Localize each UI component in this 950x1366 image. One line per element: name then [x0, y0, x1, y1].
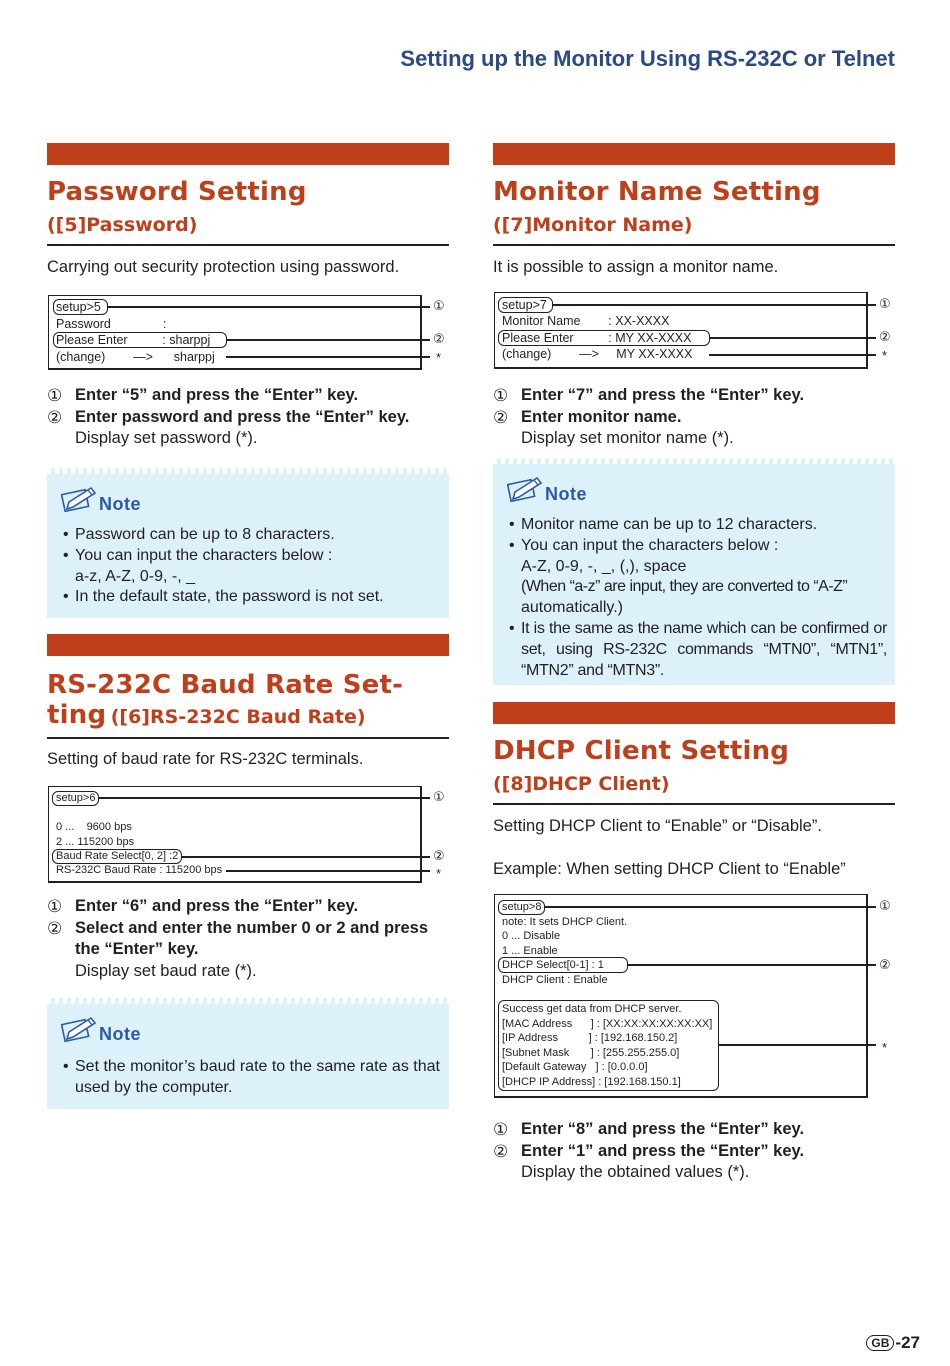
note-label: Note — [99, 1024, 141, 1044]
section-bar — [47, 143, 449, 165]
section-bar — [493, 143, 895, 165]
terminal-prompt: setup>8 — [502, 901, 542, 913]
terminal-line: Please Enter : sharppj — [56, 333, 211, 347]
terminal-line: Monitor Name : XX-XXXX — [502, 314, 670, 328]
step-item: ① Enter “7” and press the “Enter” key. — [493, 386, 805, 405]
terminal-line: [IP Address ] : [192.168.150.2] — [502, 1032, 678, 1044]
section-rule — [493, 803, 895, 805]
password-steps — [47, 385, 452, 450]
terminal-line: 0 ... 9600 bps — [56, 821, 132, 833]
section-bar — [493, 702, 895, 724]
region-badge: GB — [866, 1335, 894, 1351]
terminal-line: 1 ... Enable — [502, 945, 558, 957]
highlight-ring — [52, 849, 182, 864]
note-item: • You can input the characters below : A-Z, 0-9, -, _, (,), space (When “a-z” are input, they are converted to “A-Z” automatically.) — [509, 536, 887, 619]
callout-leader — [627, 964, 876, 966]
terminal-line: [Subnet Mask ] : [255.255.255.0] — [502, 1047, 680, 1059]
terminal-prompt: setup>7 — [502, 298, 547, 312]
baud-desc: Setting of baud rate for RS-232C terminals. — [47, 750, 364, 768]
callout-1: ① — [879, 296, 891, 311]
pencil-note-icon — [61, 1014, 97, 1044]
terminal-line: (change) —> MY XX-XXXX — [502, 347, 693, 361]
callout-1: ① — [433, 298, 445, 313]
terminal-prompt: setup>6 — [56, 792, 96, 804]
note-list — [63, 1057, 443, 1099]
callout-leader — [226, 339, 430, 341]
step-item: ① Enter “8” and press the “Enter” key. — [493, 1120, 805, 1139]
callout-leader — [544, 906, 876, 908]
section-rule — [47, 737, 449, 739]
callout-leader — [107, 306, 430, 308]
password-note — [47, 468, 449, 618]
callout-leader — [98, 797, 430, 799]
dhcp-steps — [493, 1119, 898, 1184]
callout-leader — [709, 354, 876, 356]
callout-1: ① — [433, 789, 445, 804]
step-item: ② Select and enter the number 0 or 2 and press the “Enter” key. — [47, 918, 429, 958]
callout-2: ② — [433, 848, 445, 863]
highlight-ring — [498, 900, 545, 915]
highlight-ring — [498, 957, 628, 973]
note-item: • Monitor name can be up to 12 characters. — [509, 515, 887, 536]
password-title: Password Setting — [47, 177, 307, 207]
step-item: ② Enter “1” and press the “Enter” key. — [493, 1141, 805, 1161]
terminal-line: Please Enter : MY XX-XXXX — [502, 331, 692, 345]
terminal-line: DHCP Select[0-1] : 1 — [502, 959, 604, 971]
highlight-ring — [498, 330, 710, 346]
terminal-prompt: setup>5 — [56, 300, 101, 314]
baud-terminal — [48, 786, 422, 883]
step-item: ① Enter “5” and press the “Enter” key. — [47, 386, 359, 405]
section-rule — [47, 244, 449, 246]
pencil-note-icon — [61, 484, 97, 514]
terminal-line: RS-232C Baud Rate : 115200 bps — [56, 864, 223, 876]
baud-note — [47, 998, 449, 1109]
monitor-name-title: Monitor Name Setting — [493, 177, 821, 207]
highlight-ring — [498, 1000, 719, 1091]
terminal-line: 0 ... Disable — [502, 930, 561, 942]
terminal-line: note: It sets DHCP Client. — [502, 916, 628, 928]
callout-star: * — [436, 866, 442, 881]
note-item: • In the default state, the password is not set. — [63, 587, 443, 608]
step-item: ② Enter password and press the “Enter” key. — [47, 407, 410, 427]
callout-star: * — [436, 350, 442, 365]
callout-star: * — [882, 348, 888, 363]
page-number: GB -27 — [866, 1333, 920, 1353]
terminal-line: Password : — [56, 317, 167, 331]
callout-star: * — [882, 1040, 888, 1055]
callout-1: ① — [879, 898, 891, 913]
section-rule — [493, 244, 895, 246]
step-note: Display set password (*). — [75, 429, 258, 447]
terminal-line: Baud Rate Select[0, 2] :2 — [56, 850, 179, 862]
note-list — [509, 515, 887, 681]
monitor-name-desc: It is possible to assign a monitor name. — [493, 258, 779, 276]
step-note: Display the obtained values (*). — [521, 1163, 750, 1181]
dhcp-example: Example: When setting DHCP Client to “Enable” — [493, 860, 846, 878]
terminal-line: Success get data from DHCP server. — [502, 1003, 682, 1015]
terminal-line: (change) —> sharppj — [56, 350, 215, 364]
password-desc: Carrying out security protection using password. — [47, 258, 400, 276]
monitor-name-note — [493, 458, 895, 685]
dhcp-desc: Setting DHCP Client to “Enable” or “Disable”. — [493, 817, 822, 835]
terminal-line: 2 ... 115200 bps — [56, 836, 135, 848]
section-bar — [47, 634, 449, 656]
baud-title-line2: ting ([6]RS-232C Baud Rate) — [47, 700, 366, 730]
highlight-ring — [53, 299, 108, 315]
callout-leader — [552, 304, 876, 306]
callout-2: ② — [433, 331, 445, 346]
monitor-name-steps — [493, 385, 898, 450]
dhcp-subtitle: ([8]DHCP Client) — [493, 773, 670, 795]
terminal-line: DHCP Client : Enable — [502, 974, 608, 986]
note-item: • You can input the characters below : a-z, A-Z, 0-9, -, _ — [63, 546, 443, 588]
terminal-line: [DHCP IP Address] : [192.168.150.1] — [502, 1076, 681, 1088]
terminal-line: [Default Gateway ] : [0.0.0.0] — [502, 1061, 648, 1073]
callout-leader — [709, 337, 876, 339]
monitor-name-subtitle: ([7]Monitor Name) — [493, 214, 693, 236]
highlight-ring — [498, 297, 553, 313]
step-note: Display set monitor name (*). — [521, 429, 734, 447]
pencil-note-icon — [507, 474, 543, 504]
note-item: • Password can be up to 8 characters. — [63, 525, 443, 546]
baud-steps — [47, 896, 452, 982]
step-item: ① Enter “6” and press the “Enter” key. — [47, 897, 359, 916]
note-item: • Set the monitor’s baud rate to the same rate as that used by the computer. — [63, 1057, 443, 1099]
note-list — [63, 525, 443, 608]
note-label: Note — [545, 484, 587, 504]
note-item: • It is the same as the name which can be confirmed or set, using RS-232C commands “MTN0”, “MTN1”, “MTN2” and “MTN3”. — [509, 619, 887, 681]
callout-leader — [181, 856, 430, 858]
highlight-ring — [53, 332, 227, 348]
callout-leader — [718, 1044, 876, 1046]
callout-2: ② — [879, 957, 891, 972]
note-label: Note — [99, 494, 141, 514]
callout-leader — [226, 356, 430, 358]
highlight-ring — [52, 791, 99, 806]
terminal-line: [MAC Address ] : [XX:XX:XX:XX:XX:XX] — [502, 1018, 713, 1030]
dhcp-title: DHCP Client Setting — [493, 736, 790, 766]
baud-title-line1: RS-232C Baud Rate Set- — [47, 670, 404, 700]
password-subtitle: ([5]Password) — [47, 214, 198, 236]
page-header: Setting up the Monitor Using RS-232C or Telnet — [400, 46, 895, 71]
callout-leader — [226, 870, 430, 872]
callout-2: ② — [879, 329, 891, 344]
step-note: Display set baud rate (*). — [75, 961, 257, 980]
step-item: ② Enter monitor name. — [493, 407, 682, 427]
